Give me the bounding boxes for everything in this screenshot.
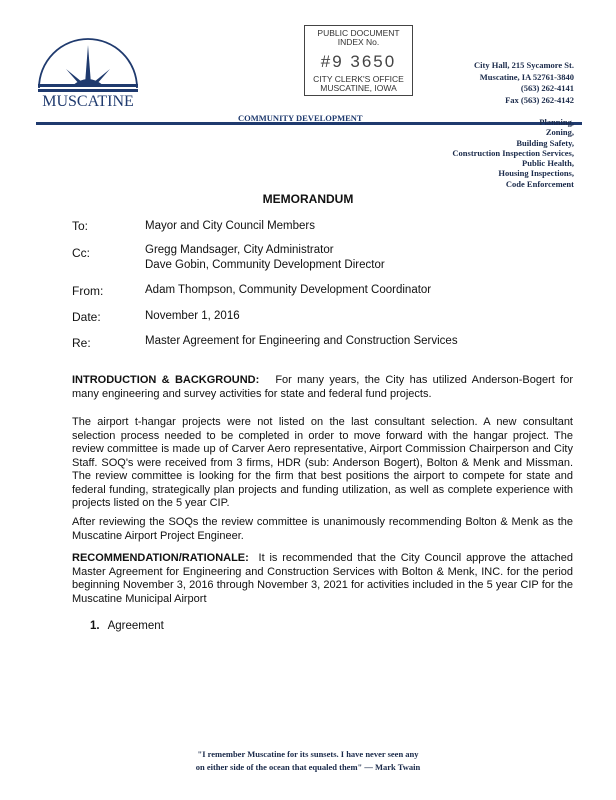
quote-line: "I remember Muscatine for its sunsets. I have never seen any [197,749,419,759]
service-item: Housing Inspections, [498,168,574,179]
city-address [474,60,574,106]
re-label: Re: [72,336,91,350]
recommendation-paragraph [72,552,573,606]
list-number: 1. [90,620,100,632]
service-item: Building Safety, [516,137,574,148]
cc-recipient: Dave Gobin, Community Development Director [145,259,385,271]
service-item: Code Enforcement [505,178,574,189]
address-line: City Hall, 215 Sycamore St. [474,60,574,70]
cc-value [145,243,385,273]
service-item: Public Health, [522,158,574,169]
re-value: Master Agreement for Engineering and Construction Services [145,335,458,347]
recommendation-heading: RECOMMENDATION/RATIONALE: [72,552,249,564]
public-document-stamp [304,25,413,96]
stamp-number: #9 3650 [320,52,397,71]
intro-heading: INTRODUCTION & BACKGROUND: [72,374,260,386]
city-logo [36,36,140,108]
intro-paragraph [72,374,573,401]
from-label: From: [72,284,104,298]
stamp-line: MUSCATINE, IOWA [320,83,397,93]
stamp-line: PUBLIC DOCUMENT [317,28,400,38]
phone: (563) 262-4141 [520,83,574,93]
quote-line: on either side of the ocean that equaled them" — Mark Twain [195,762,421,772]
logo-text: MUSCATINE [42,93,134,108]
stamp-line: INDEX No. [337,37,380,47]
recommendation-text: It is recommended that the City Council approve the attached Master Agreement for Engineering and Construction Services with Bolton & Menk, INC. for the period beginning November 3, 2016 through November 3, 2021 for activities included in the 5 year CIP for the Muscatine Municipal Airport [72,552,573,605]
fax: Fax (563) 262-4142 [505,94,574,105]
service-item: Zoning, [545,127,574,138]
stamp-line: CITY CLERK'S OFFICE [313,74,404,84]
attachment-list-item [90,620,164,632]
footer-quote [0,748,616,774]
from-value: Adam Thompson, Community Development Coordinator [145,284,432,296]
cc-label: Cc: [72,246,90,260]
date-value: November 1, 2016 [145,310,240,322]
department-name [238,114,363,122]
department-services [452,117,574,189]
service-item: Construction Inspection Services, [452,147,574,158]
address-line: Muscatine, IA 52761-3840 [479,71,574,82]
background-paragraph: The airport t-hangar projects were not listed on the last consultant selection. A new consultant selection process needed to be completed in order to move forward with the hangar project. The review committee is made up of Carver Aero representative, Airport Commission Chairperson and City Staff. SOQ's were received from 3 firms, HDR (sub: Anderson Bogert), Bolton & Menk and Missman. The review committee is looking for the firm that best positions the airport to compete for state and federal funding, strategically plan projects and funding utilization, as well as complete experience with projects listed on the 5 year CIP. [72,416,573,509]
cc-recipient: Gregg Mandsager, City Administrator [145,244,334,256]
list-text: Agreement [107,620,164,632]
recommendation-summary-paragraph: After reviewing the SOQs the review committee is unanimously recommending Bolton & Menk as the Muscatine Airport Project Engineer. [72,516,573,542]
to-label: To: [72,219,89,233]
service-item: Planning, [539,117,574,127]
lighthouse-sunburst-icon [36,36,140,108]
memo-title: MEMORANDUM [262,192,354,206]
department-label: COMMUNITY DEVELOPMENT [238,113,363,123]
date-label: Date: [72,310,101,324]
to-value: Mayor and City Council Members [145,220,316,232]
intro-text: For many years, the City has utilized Anderson-Bogert for many engineering and survey activities for state and federal fund projects. [72,374,573,400]
